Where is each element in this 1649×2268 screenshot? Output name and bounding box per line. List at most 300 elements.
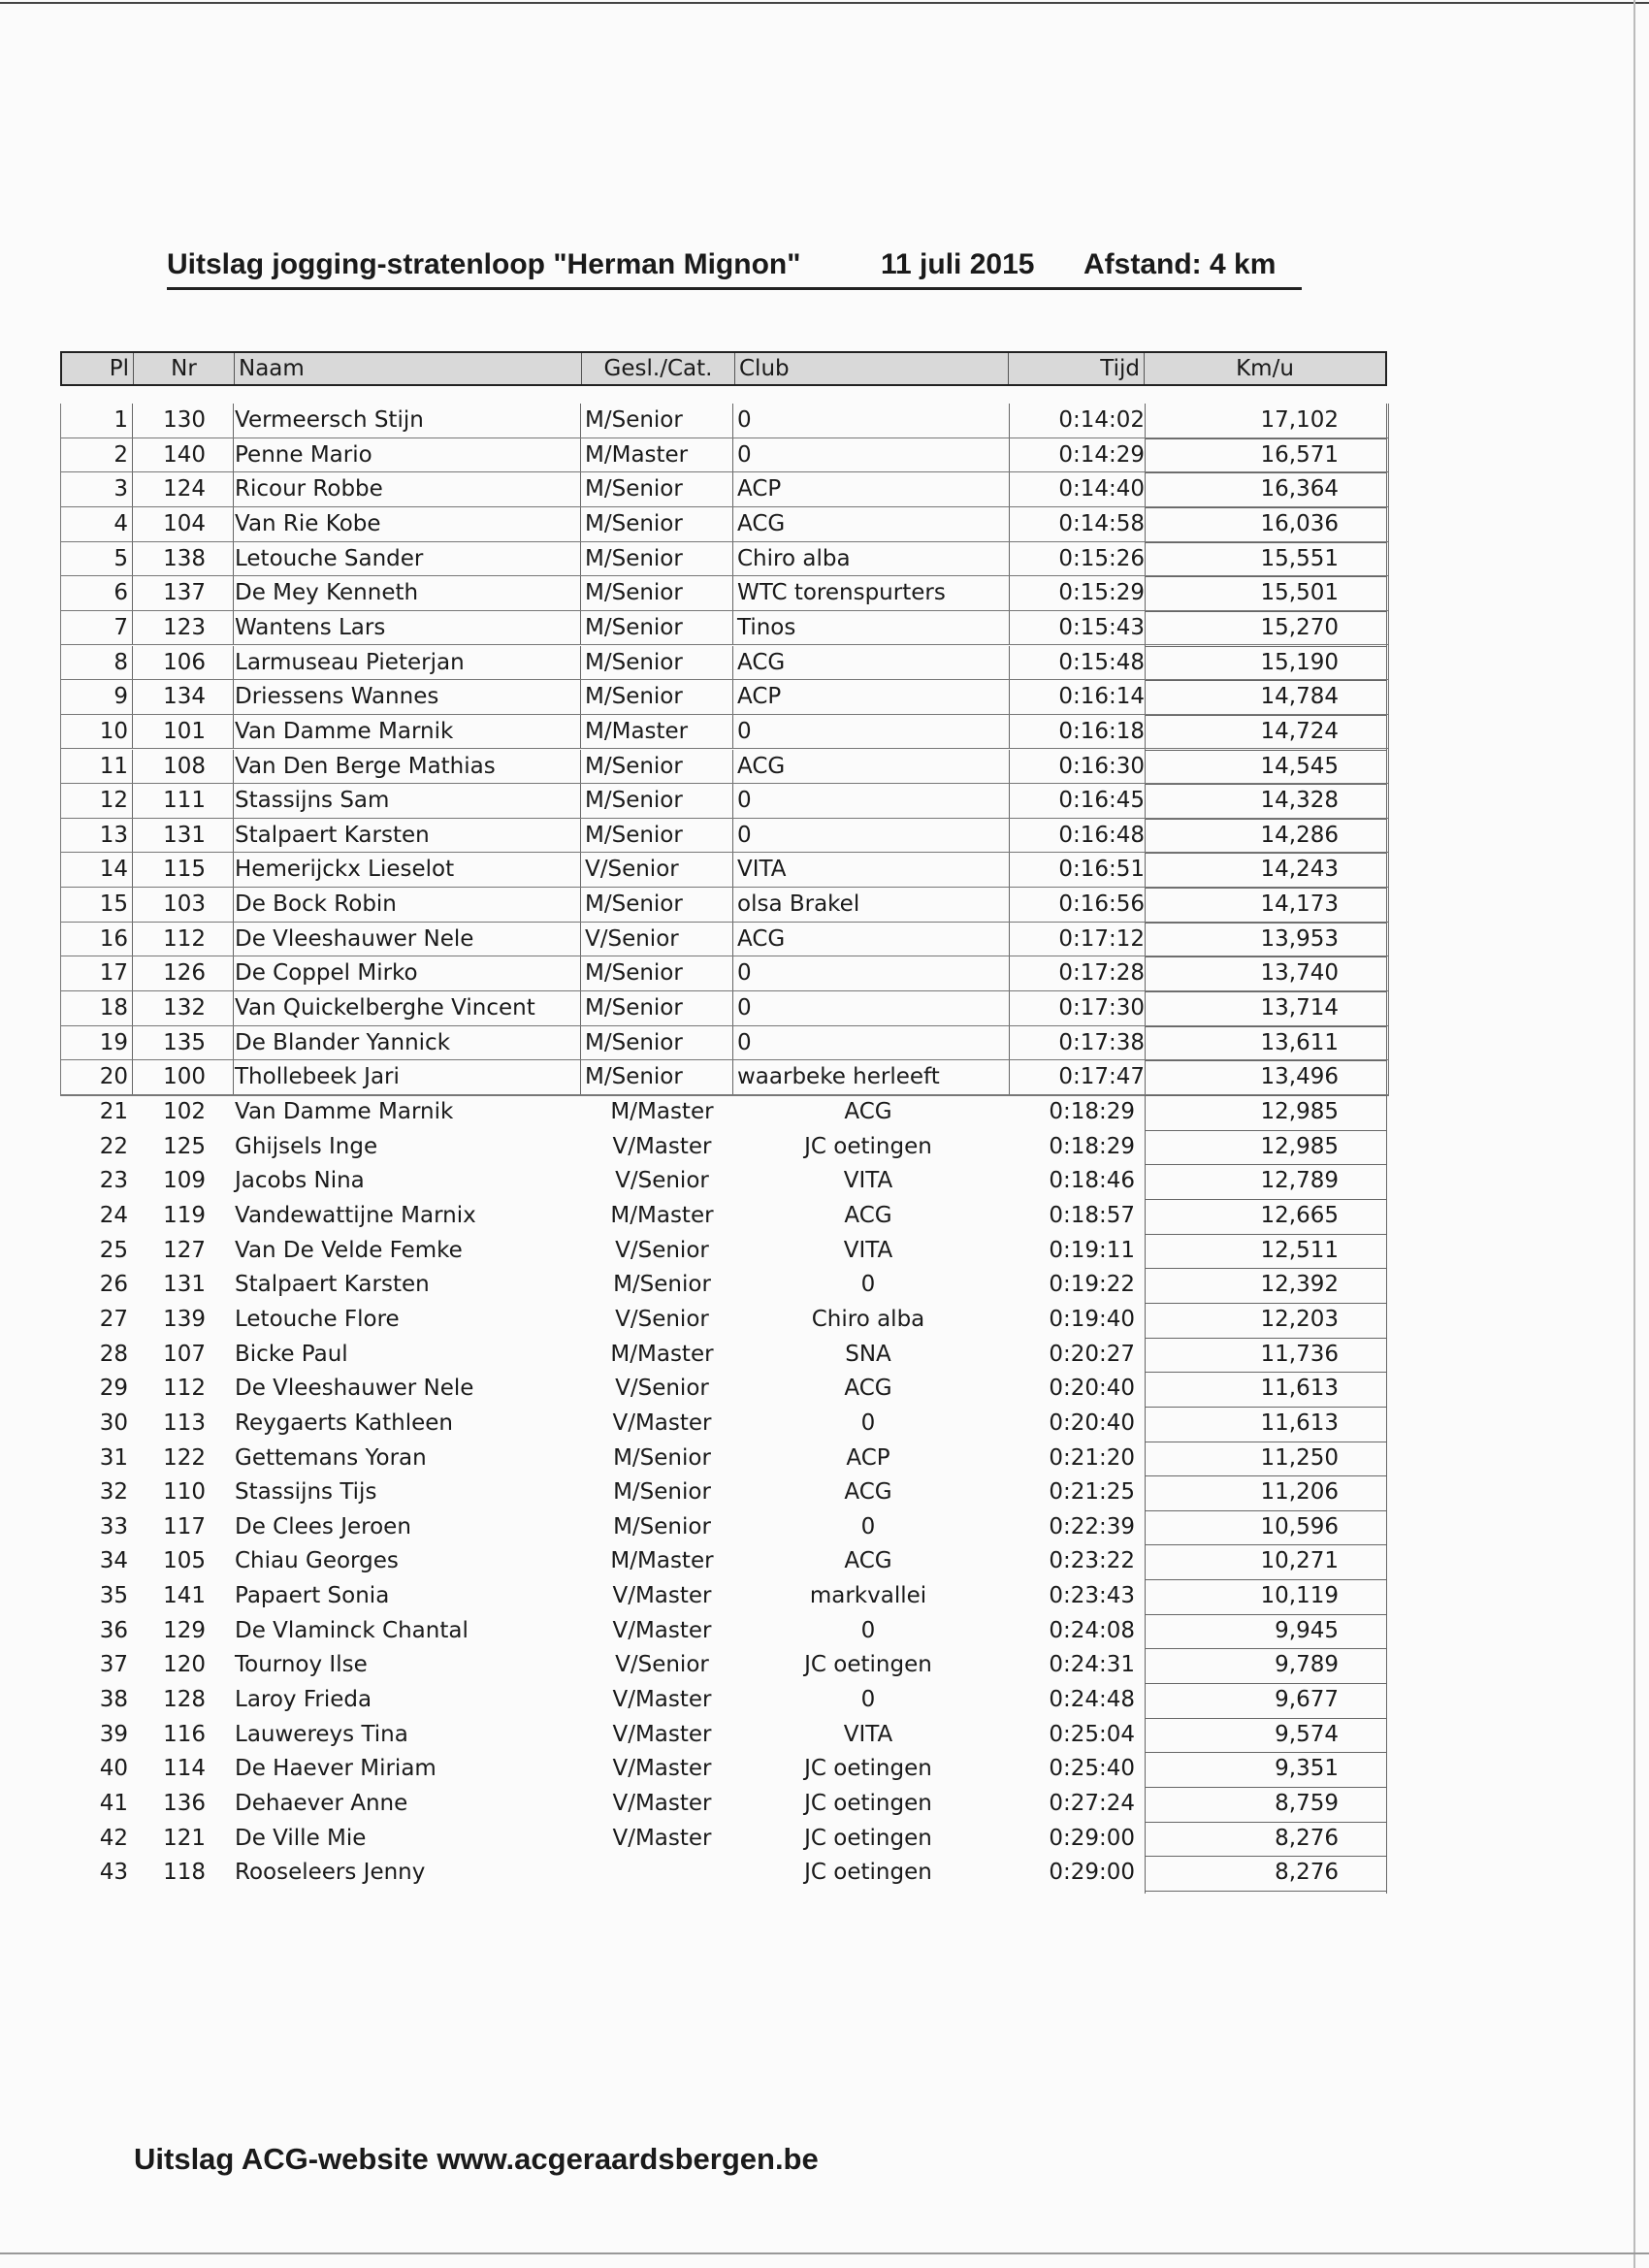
- column-divider: [580, 750, 581, 785]
- cell-nr: 127: [163, 1237, 206, 1263]
- cell-pl: 25: [99, 1237, 128, 1263]
- table-row: [0, 404, 1649, 438]
- cell-naam: Vermeersch Stijn: [235, 407, 424, 433]
- table-row: [0, 750, 1649, 785]
- column-divider: [1009, 784, 1010, 819]
- cell-pl: 38: [99, 1687, 128, 1713]
- cell-kmu: 11,613: [1260, 1409, 1339, 1436]
- cell-naam: Ghijsels Inge: [235, 1133, 378, 1159]
- cell-kmu: 14,286: [1260, 822, 1339, 848]
- column-divider: [580, 576, 581, 611]
- cell-club: waarbeke herleeft: [737, 1064, 940, 1090]
- cell-club: ACG: [844, 1202, 892, 1228]
- cell-club: 0: [737, 822, 752, 848]
- cell-kmu: 14,724: [1260, 718, 1339, 744]
- cell-nr: 134: [163, 684, 206, 710]
- cell-tijd: 0:20:40: [1049, 1376, 1135, 1402]
- column-divider: [732, 1060, 733, 1095]
- table-row: [0, 1683, 1649, 1718]
- cell-naam: De Vleeshauwer Nele: [235, 925, 474, 952]
- cell-nr: 123: [163, 614, 206, 640]
- cell-nr: 101: [163, 718, 206, 744]
- cell-tijd: 0:17:47: [1058, 1064, 1145, 1090]
- cell-tijd: 0:16:56: [1058, 891, 1145, 918]
- cell-kmu: 12,203: [1260, 1306, 1339, 1332]
- cell-nr: 125: [163, 1133, 206, 1159]
- cell-kmu: 12,985: [1260, 1099, 1339, 1124]
- kmu-row-line: [1145, 991, 1387, 992]
- column-divider: [233, 923, 234, 957]
- cell-cat: V/Senior: [615, 1237, 709, 1263]
- column-divider: [1009, 715, 1010, 750]
- kmu-row-line: [1145, 1614, 1387, 1615]
- cell-cat: M/Master: [585, 718, 689, 744]
- cell-pl: 9: [113, 684, 128, 710]
- cell-naam: De Haever Miriam: [235, 1756, 436, 1782]
- cell-cat: M/Master: [610, 1099, 714, 1124]
- column-divider: [233, 991, 234, 1026]
- cell-nr: 139: [163, 1306, 206, 1332]
- cell-club: JC oetingen: [804, 1860, 932, 1886]
- cell-club: markvallei: [809, 1583, 927, 1609]
- cell-club: ACG: [737, 925, 786, 952]
- column-divider: [732, 507, 733, 542]
- cell-club: 0: [737, 995, 752, 1021]
- cell-tijd: 0:16:51: [1058, 857, 1145, 883]
- column-divider: [233, 542, 234, 577]
- kmu-row-line: [1145, 853, 1387, 854]
- cell-naam: Stalpaert Karsten: [235, 822, 430, 848]
- cell-kmu: 16,364: [1260, 476, 1339, 502]
- cell-tijd: 0:15:48: [1058, 649, 1145, 675]
- column-divider: [732, 853, 733, 888]
- column-divider: [233, 1026, 234, 1061]
- cell-tijd: 0:17:28: [1058, 960, 1145, 987]
- column-divider: [1009, 750, 1010, 785]
- cell-naam: Van Rie Kobe: [235, 510, 381, 536]
- cell-club: JC oetingen: [804, 1652, 932, 1678]
- cell-cat: M/Master: [610, 1341, 714, 1367]
- column-divider: [732, 956, 733, 991]
- column-divider: [732, 576, 733, 611]
- cell-club: ACP: [737, 684, 782, 710]
- cell-naam: Penne Mario: [235, 441, 372, 468]
- cell-cat: V/Master: [612, 1133, 712, 1159]
- table-row: [0, 1648, 1649, 1683]
- cell-naam: De Bock Robin: [235, 891, 397, 918]
- cell-cat: M/Senior: [585, 476, 683, 502]
- cell-tijd: 0:19:40: [1049, 1306, 1135, 1332]
- cell-naam: Dehaever Anne: [235, 1791, 408, 1816]
- cell-tijd: 0:18:46: [1049, 1168, 1135, 1194]
- cell-nr: 131: [163, 1272, 206, 1298]
- kmu-row-line: [1145, 1544, 1387, 1545]
- table-row: [0, 542, 1649, 577]
- cell-cat: V/Master: [612, 1617, 712, 1643]
- cell-tijd: 0:16:18: [1058, 718, 1145, 744]
- cell-tijd: 0:21:20: [1049, 1444, 1135, 1471]
- cell-cat: V/Master: [612, 1687, 712, 1713]
- cell-tijd: 0:16:14: [1058, 684, 1145, 710]
- header-kmu: Km/u: [1145, 353, 1385, 384]
- cell-club: 0: [860, 1687, 876, 1713]
- cell-tijd: 0:25:04: [1049, 1721, 1135, 1747]
- cell-tijd: 0:18:57: [1049, 1202, 1135, 1228]
- column-divider: [732, 680, 733, 715]
- cell-kmu: 11,206: [1260, 1479, 1339, 1506]
- cell-pl: 18: [99, 995, 128, 1021]
- table-row: [0, 1026, 1649, 1061]
- cell-naam: Driessens Wannes: [235, 684, 439, 710]
- column-divider: [580, 680, 581, 715]
- cell-cat: M/Senior: [585, 788, 683, 814]
- cell-naam: Reygaerts Kathleen: [235, 1409, 453, 1436]
- cell-tijd: 0:23:43: [1049, 1583, 1135, 1609]
- kmu-row-line: [1145, 1718, 1387, 1719]
- cell-nr: 132: [163, 995, 206, 1021]
- column-divider: [1009, 576, 1010, 611]
- cell-club: VITA: [843, 1721, 893, 1747]
- cell-pl: 17: [99, 960, 128, 987]
- header-club: Club: [735, 353, 1009, 384]
- column-divider: [580, 472, 581, 507]
- column-divider: [580, 819, 581, 854]
- column-divider: [233, 715, 234, 750]
- title-distance: Afstand: 4 km: [1083, 248, 1277, 280]
- cell-naam: Thollebeek Jari: [235, 1064, 400, 1090]
- kmu-row-line: [1145, 1199, 1387, 1200]
- cell-club: ACP: [737, 476, 782, 502]
- cell-kmu: 15,501: [1260, 580, 1339, 606]
- cell-nr: 131: [163, 822, 206, 848]
- column-divider: [1009, 819, 1010, 854]
- cell-tijd: 0:15:43: [1058, 614, 1145, 640]
- cell-cat: V/Senior: [615, 1306, 709, 1332]
- column-divider: [132, 680, 133, 715]
- cell-tijd: 0:24:48: [1049, 1687, 1135, 1713]
- table-row: [0, 1510, 1649, 1545]
- cell-nr: 107: [163, 1341, 206, 1367]
- cell-club: Tinos: [737, 614, 796, 640]
- table-row: [0, 1268, 1649, 1303]
- cell-nr: 118: [163, 1860, 206, 1886]
- column-divider: [1009, 680, 1010, 715]
- column-divider: [732, 1026, 733, 1061]
- cell-cat: V/Master: [612, 1409, 712, 1436]
- column-divider: [1009, 611, 1010, 646]
- cell-cat: V/Senior: [585, 925, 679, 952]
- cell-club: 0: [737, 718, 752, 744]
- table-row: [0, 1856, 1649, 1891]
- table-row: [0, 923, 1649, 957]
- cell-club: 0: [860, 1617, 876, 1643]
- column-divider: [132, 646, 133, 681]
- cell-kmu: 10,596: [1260, 1513, 1339, 1539]
- cell-tijd: 0:14:58: [1058, 510, 1145, 536]
- kmu-row-line: [1145, 1060, 1387, 1061]
- kmu-row-line: [1145, 819, 1387, 820]
- title-event: Uitslag jogging-stratenloop "Herman Mignon": [167, 248, 801, 280]
- cell-nr: 140: [163, 441, 206, 468]
- cell-club: Chiro alba: [811, 1306, 925, 1332]
- cell-cat: M/Master: [610, 1548, 714, 1574]
- cell-naam: De Clees Jeroen: [235, 1513, 411, 1539]
- column-divider: [1009, 888, 1010, 923]
- title-date: 11 juli 2015: [881, 248, 1035, 280]
- kmu-row-line: [1145, 1683, 1387, 1684]
- cell-tijd: 0:17:12: [1058, 925, 1145, 952]
- cell-naam: Gettemans Yoran: [235, 1444, 427, 1471]
- cell-kmu: 13,740: [1260, 960, 1339, 987]
- cell-cat: M/Senior: [585, 1064, 683, 1090]
- table-row: [0, 853, 1649, 888]
- cell-nr: 116: [163, 1721, 206, 1747]
- cell-pl: 22: [99, 1133, 128, 1159]
- kmu-row-line: [1145, 1579, 1387, 1580]
- cell-naam: Van Damme Marnik: [235, 718, 454, 744]
- column-divider: [233, 404, 234, 438]
- cell-tijd: 0:14:40: [1058, 476, 1145, 502]
- cell-nr: 114: [163, 1756, 206, 1782]
- column-divider: [132, 923, 133, 957]
- cell-tijd: 0:16:48: [1058, 822, 1145, 848]
- cell-nr: 102: [163, 1099, 206, 1124]
- cell-kmu: 9,945: [1275, 1617, 1339, 1643]
- header-nr: Nr: [134, 353, 235, 384]
- cell-pl: 11: [99, 753, 128, 779]
- cell-naam: Tournoy Ilse: [235, 1652, 368, 1678]
- cell-cat: V/Master: [612, 1825, 712, 1851]
- cell-kmu: 15,190: [1260, 649, 1339, 675]
- column-divider: [1009, 1026, 1010, 1061]
- column-divider: [132, 750, 133, 785]
- column-divider: [732, 404, 733, 438]
- column-divider: [233, 576, 234, 611]
- cell-kmu: 17,102: [1260, 407, 1339, 433]
- cell-nr: 135: [163, 1029, 206, 1055]
- cell-kmu: 12,665: [1260, 1202, 1339, 1228]
- table-row: [0, 1338, 1649, 1373]
- column-divider: [732, 923, 733, 957]
- cell-nr: 124: [163, 476, 206, 502]
- cell-naam: Stassijns Sam: [235, 788, 390, 814]
- cell-cat: M/Senior: [613, 1444, 711, 1471]
- cell-club: VITA: [843, 1237, 893, 1263]
- column-divider: [233, 956, 234, 991]
- cell-naam: Letouche Sander: [235, 545, 424, 571]
- cell-pl: 43: [99, 1860, 128, 1886]
- cell-nr: 120: [163, 1652, 206, 1678]
- column-divider: [132, 715, 133, 750]
- cell-naam: De Vlaminck Chantal: [235, 1617, 469, 1643]
- cell-club: 0: [860, 1272, 876, 1298]
- table-row: [0, 1475, 1649, 1510]
- cell-pl: 27: [99, 1306, 128, 1332]
- cell-nr: 106: [163, 649, 206, 675]
- table-row: [0, 1442, 1649, 1476]
- table-row: [0, 784, 1649, 819]
- cell-cat: V/Senior: [615, 1376, 709, 1402]
- header-tijd: Tijd: [1009, 353, 1145, 384]
- kmu-row-line: [1145, 1752, 1387, 1753]
- column-divider: [132, 819, 133, 854]
- cell-nr: 115: [163, 857, 206, 883]
- cell-club: ACG: [844, 1479, 892, 1506]
- column-divider: [732, 888, 733, 923]
- cell-cat: M/Senior: [585, 1029, 683, 1055]
- cell-naam: Chiau Georges: [235, 1548, 399, 1574]
- kmu-row-line: [1145, 542, 1387, 543]
- kmu-row-line: [1145, 888, 1387, 889]
- cell-naam: Vandewattijne Marnix: [235, 1202, 476, 1228]
- cell-club: ACG: [844, 1376, 892, 1402]
- column-divider: [732, 611, 733, 646]
- cell-cat: M/Master: [585, 441, 689, 468]
- cell-kmu: 12,511: [1260, 1237, 1339, 1263]
- table-row: [0, 1787, 1649, 1822]
- column-divider: [132, 611, 133, 646]
- cell-cat: V/Master: [612, 1583, 712, 1609]
- column-divider: [1009, 923, 1010, 957]
- cell-kmu: 14,784: [1260, 684, 1339, 710]
- cell-pl: 33: [99, 1513, 128, 1539]
- cell-nr: 128: [163, 1687, 206, 1713]
- cell-tijd: 0:23:22: [1049, 1548, 1135, 1574]
- cell-club: 0: [737, 407, 752, 433]
- cell-pl: 31: [99, 1444, 128, 1471]
- cell-nr: 126: [163, 960, 206, 987]
- cell-nr: 138: [163, 545, 206, 571]
- column-divider: [580, 853, 581, 888]
- cell-naam: Papaert Sonia: [235, 1583, 390, 1609]
- column-divider: [132, 991, 133, 1026]
- column-divider: [580, 404, 581, 438]
- column-divider: [132, 542, 133, 577]
- table-row: [0, 1614, 1649, 1649]
- cell-club: 0: [737, 1029, 752, 1055]
- kmu-row-line: [1145, 1026, 1387, 1027]
- column-divider: [1009, 853, 1010, 888]
- header-pl: Pl: [62, 353, 134, 384]
- cell-pl: 32: [99, 1479, 128, 1506]
- kmu-row-line: [1145, 438, 1387, 439]
- column-divider: [132, 784, 133, 819]
- table-row: [0, 819, 1649, 854]
- cell-naam: Van Den Berge Mathias: [235, 753, 496, 779]
- table-row: [0, 956, 1649, 991]
- cell-pl: 3: [113, 476, 128, 502]
- cell-nr: 129: [163, 1617, 206, 1643]
- cell-kmu: 13,496: [1260, 1064, 1339, 1090]
- column-divider: [132, 956, 133, 991]
- cell-nr: 103: [163, 891, 206, 918]
- cell-pl: 4: [113, 510, 128, 536]
- cell-cat: M/Senior: [585, 995, 683, 1021]
- cell-naam: Jacobs Nina: [235, 1168, 365, 1194]
- kmu-row-line: [1145, 956, 1387, 957]
- column-divider: [132, 507, 133, 542]
- cell-club: ACG: [737, 753, 786, 779]
- cell-naam: Wantens Lars: [235, 614, 386, 640]
- column-divider: [1009, 438, 1010, 473]
- table-header: [60, 351, 1387, 386]
- column-divider: [132, 1026, 133, 1061]
- cell-tijd: 0:19:11: [1049, 1237, 1135, 1263]
- cell-club: JC oetingen: [804, 1756, 932, 1782]
- cell-naam: Bicke Paul: [235, 1341, 348, 1367]
- table-row: [0, 1579, 1649, 1614]
- column-divider: [1009, 646, 1010, 681]
- kmu-row-line: [1145, 507, 1387, 508]
- cell-nr: 111: [163, 788, 206, 814]
- table-row: [0, 1407, 1649, 1442]
- table-row: [0, 1822, 1649, 1857]
- cell-naam: De Coppel Mirko: [235, 960, 418, 987]
- cell-pl: 29: [99, 1376, 128, 1402]
- cell-pl: 13: [99, 822, 128, 848]
- cell-kmu: 11,613: [1260, 1376, 1339, 1402]
- cell-cat: M/Senior: [585, 684, 683, 710]
- cell-nr: 119: [163, 1202, 206, 1228]
- cell-nr: 122: [163, 1444, 206, 1471]
- cell-pl: 40: [99, 1756, 128, 1782]
- kmu-row-line: [1145, 715, 1387, 716]
- cell-club: ACP: [846, 1444, 890, 1471]
- cell-naam: Rooseleers Jenny: [235, 1860, 426, 1886]
- column-divider: [233, 438, 234, 473]
- cell-kmu: 13,611: [1260, 1029, 1339, 1055]
- column-divider: [233, 472, 234, 507]
- cell-kmu: 14,328: [1260, 788, 1339, 814]
- table-row: [0, 991, 1649, 1026]
- kmu-row-line: [1145, 784, 1387, 785]
- cell-club: ACG: [737, 510, 786, 536]
- column-divider: [233, 611, 234, 646]
- column-divider: [580, 438, 581, 473]
- cell-cat: M/Senior: [585, 510, 683, 536]
- cell-cat: M/Master: [610, 1202, 714, 1228]
- cell-club: JC oetingen: [804, 1133, 932, 1159]
- cell-cat: M/Senior: [613, 1272, 711, 1298]
- cell-pl: 24: [99, 1202, 128, 1228]
- cell-pl: 12: [99, 788, 128, 814]
- cell-pl: 2: [113, 441, 128, 468]
- cell-pl: 8: [113, 649, 128, 675]
- table-row: [0, 1095, 1649, 1130]
- column-divider: [732, 750, 733, 785]
- cell-cat: M/Senior: [585, 407, 683, 433]
- column-divider: [580, 991, 581, 1026]
- cell-naam: Laroy Frieda: [235, 1687, 372, 1713]
- cell-kmu: 10,271: [1260, 1548, 1339, 1574]
- kmu-row-line: [1145, 1164, 1387, 1165]
- cell-club: SNA: [845, 1341, 891, 1367]
- cell-nr: 141: [163, 1583, 206, 1609]
- cell-nr: 137: [163, 580, 206, 606]
- cell-pl: 14: [99, 857, 128, 883]
- cell-kmu: 14,243: [1260, 857, 1339, 883]
- cell-pl: 42: [99, 1825, 128, 1851]
- kmu-row-line: [1145, 750, 1387, 751]
- cell-tijd: 0:15:26: [1058, 545, 1145, 571]
- column-divider: [580, 888, 581, 923]
- cell-naam: De Blander Yannick: [235, 1029, 451, 1055]
- cell-pl: 37: [99, 1652, 128, 1678]
- cell-kmu: 15,270: [1260, 614, 1339, 640]
- column-divider: [132, 853, 133, 888]
- kmu-row-line: [1145, 1234, 1387, 1235]
- cell-kmu: 12,789: [1260, 1168, 1339, 1194]
